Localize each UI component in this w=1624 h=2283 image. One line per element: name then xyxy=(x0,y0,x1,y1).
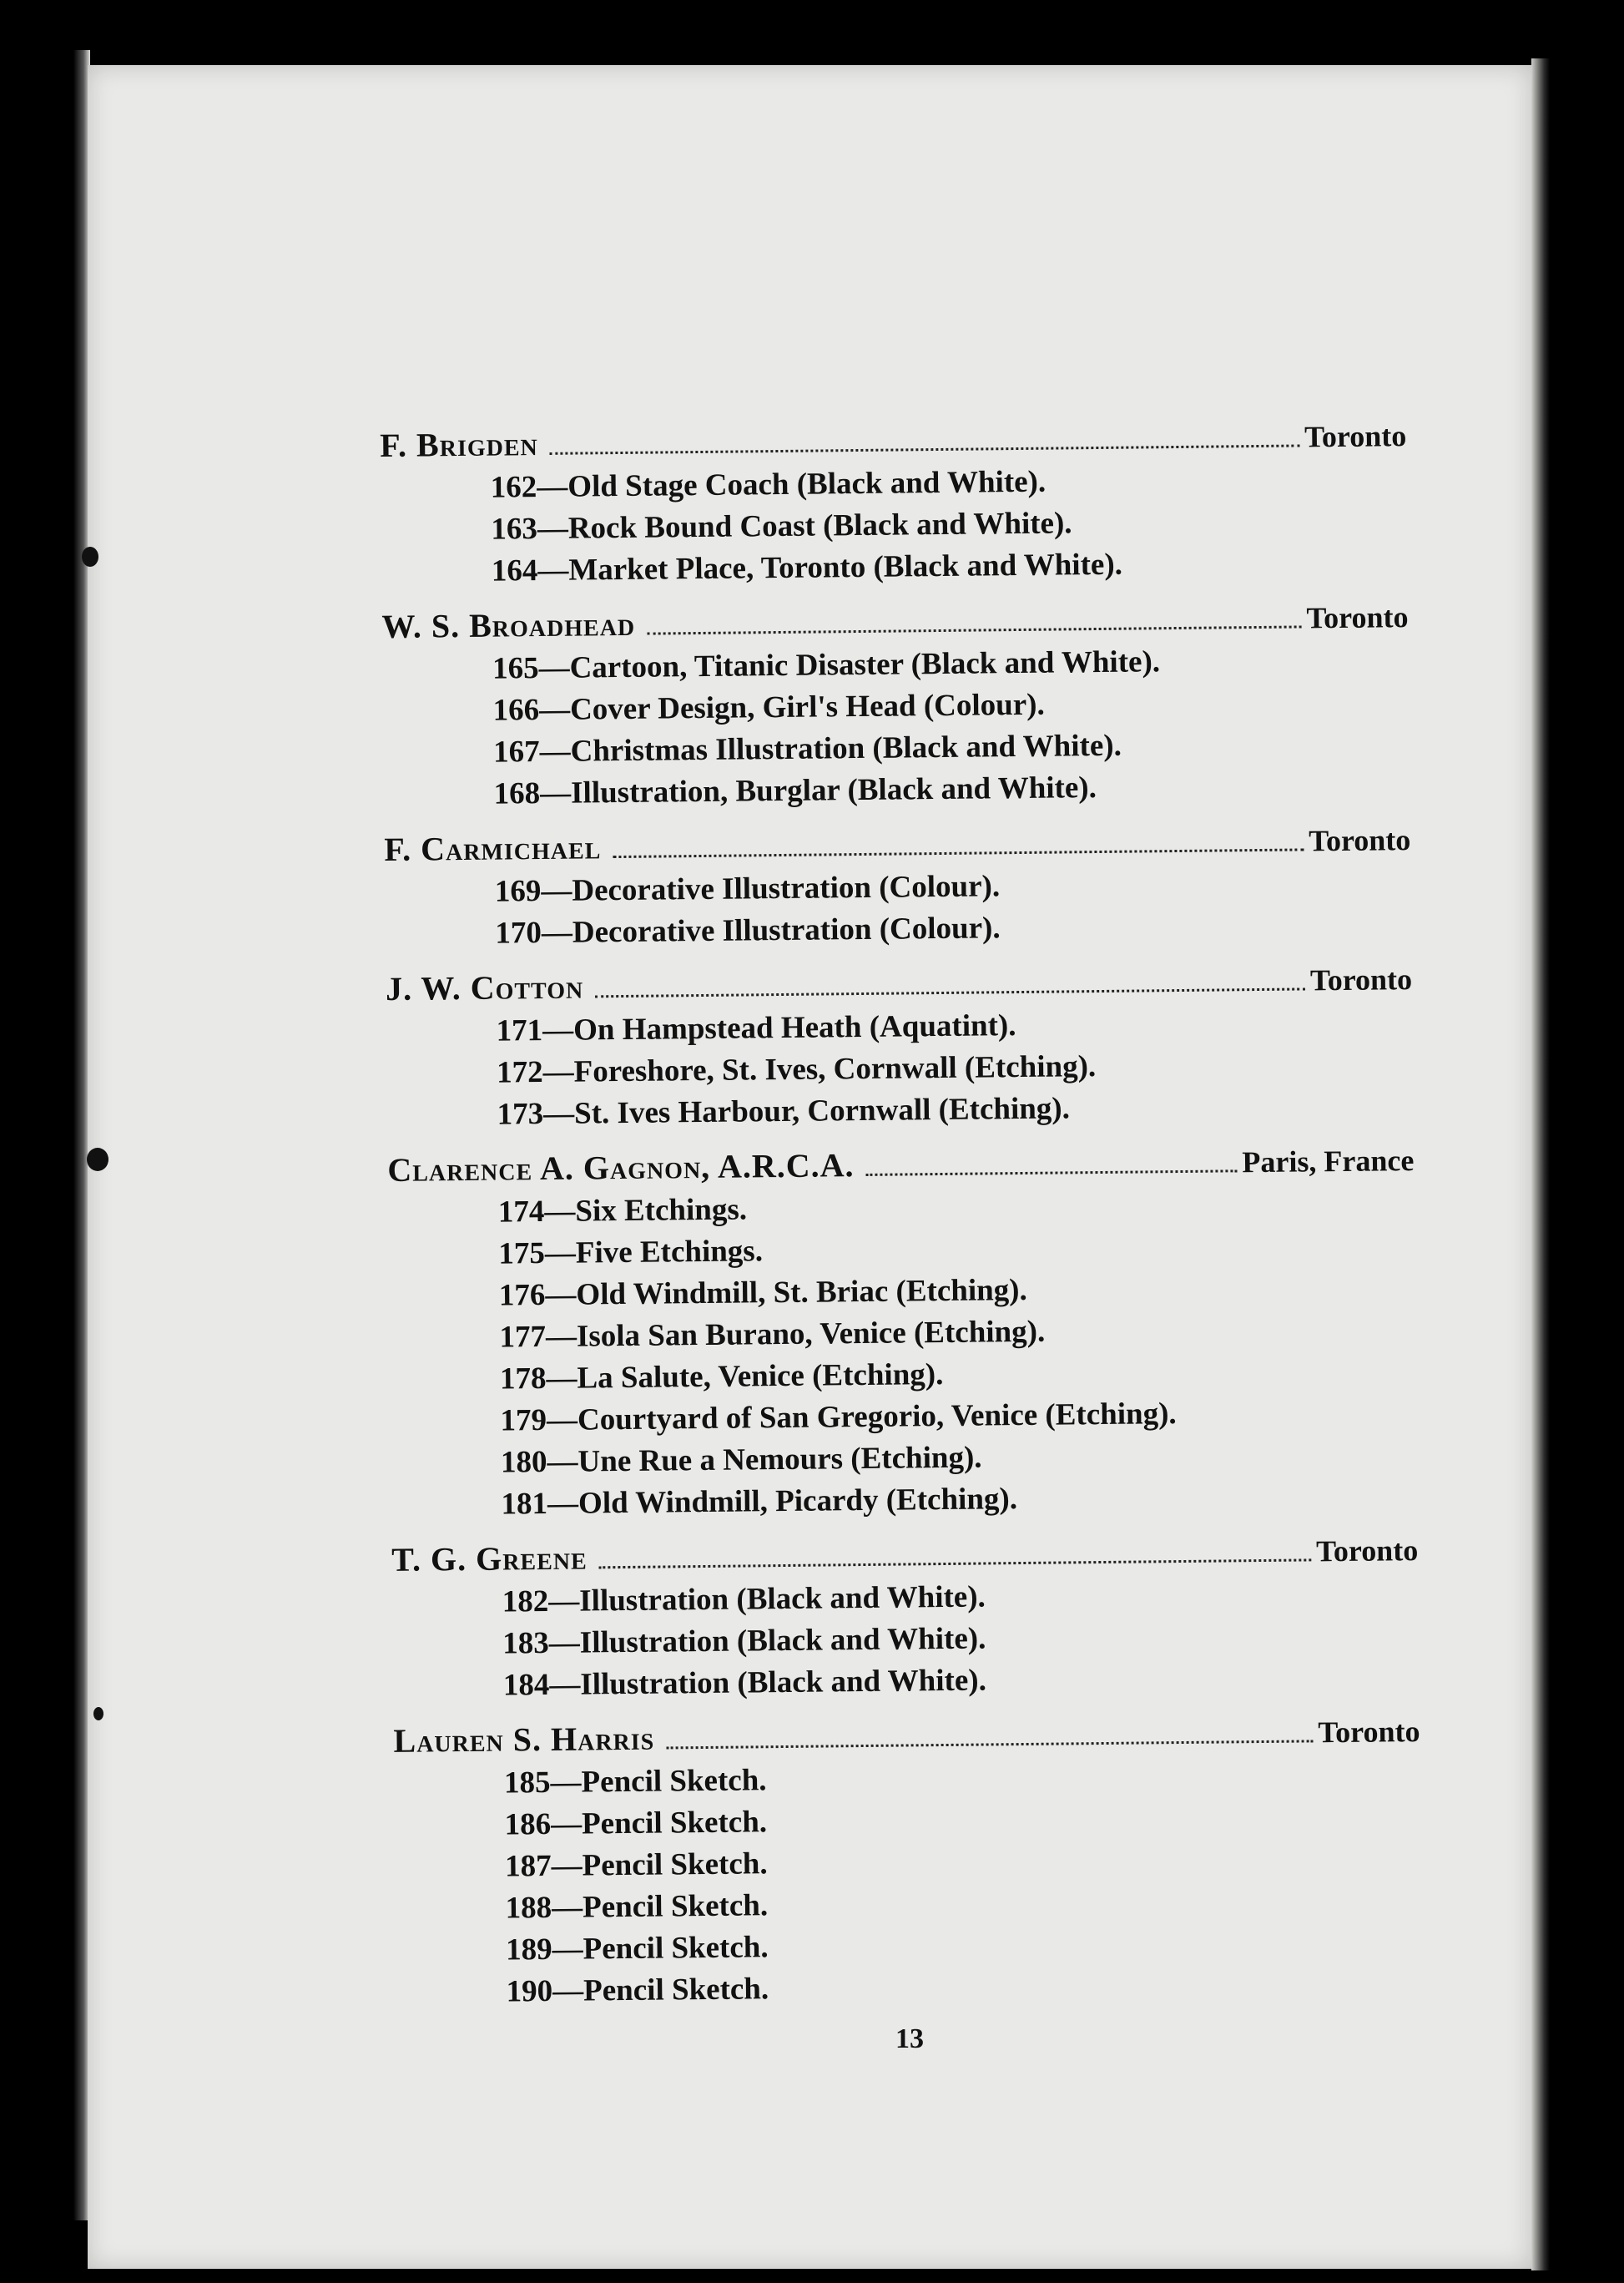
work-item: 167—Christmas Illustration (Black and White). xyxy=(492,728,1122,770)
works-list xyxy=(392,1572,1420,1708)
work-item: 163—Rock Bound Coast (Black and White). xyxy=(491,506,1072,547)
work-item: 185—Pencil Sketch. xyxy=(503,1763,767,1801)
binding-hole-3 xyxy=(93,1707,103,1720)
works-list xyxy=(388,1182,1418,1527)
dot-leader xyxy=(595,987,1305,998)
work-item: 166—Cover Design, Girl's Head (Colour). xyxy=(492,687,1045,728)
dot-leader xyxy=(599,1558,1312,1568)
work-item: 181—Old Windmill, Picardy (Etching). xyxy=(501,1482,1018,1522)
dot-leader xyxy=(613,848,1304,858)
work-item: 168—Illustration, Burglar (Black and White). xyxy=(493,770,1097,811)
work-item: 174—Six Etchings. xyxy=(497,1192,748,1230)
work-item: 164—Market Place, Toronto (Black and White). xyxy=(491,547,1123,588)
artist-name: W. S. Broadhead xyxy=(381,604,636,645)
artist-city: Toronto xyxy=(1304,419,1407,454)
work-item: 175—Five Etchings. xyxy=(498,1234,764,1271)
artist-entry xyxy=(393,1709,1423,2014)
work-item: 182—Illustration (Black and White). xyxy=(502,1579,986,1619)
artist-entry xyxy=(386,957,1414,1137)
artist-entry xyxy=(391,1528,1420,1708)
work-item: 190—Pencil Sketch. xyxy=(506,1972,769,2009)
work-item: 172—Foreshore, St. Ives, Cornwall (Etching). xyxy=(496,1049,1097,1090)
artist-entry xyxy=(387,1138,1418,1527)
works-list xyxy=(382,639,1410,816)
artist-name: Clarence A. Gagnon, A.R.C.A. xyxy=(387,1146,855,1189)
work-item: 187—Pencil Sketch. xyxy=(504,1846,768,1884)
works-list xyxy=(386,1001,1414,1137)
artist-city: Paris, France xyxy=(1242,1144,1415,1179)
work-item: 176—Old Windmill, St. Briac (Etching). xyxy=(498,1272,1027,1313)
dot-leader xyxy=(550,444,1299,454)
artist-city: Toronto xyxy=(1315,1533,1419,1568)
work-item: 169—Decorative Illustration (Colour). xyxy=(494,869,1001,909)
artist-list xyxy=(380,413,1423,2014)
work-item: 162—Old Stage Coach (Black and White). xyxy=(490,464,1047,505)
work-item: 189—Pencil Sketch. xyxy=(505,1930,769,1967)
artist-city: Toronto xyxy=(1318,1715,1420,1750)
artist-name: Lauren S. Harris xyxy=(393,1719,655,1760)
dot-leader xyxy=(647,625,1301,634)
work-item: 183—Illustration (Black and White). xyxy=(502,1621,986,1661)
work-item: 177—Isola San Burano, Venice (Etching). xyxy=(499,1314,1046,1355)
work-item: 165—Cartoon, Titanic Disaster (Black and White). xyxy=(492,644,1161,686)
artist-city: Toronto xyxy=(1306,600,1409,635)
artist-city: Toronto xyxy=(1309,823,1411,858)
page-right-edge xyxy=(1531,58,1550,2270)
artist-city: Toronto xyxy=(1309,962,1413,998)
artist-entry xyxy=(380,413,1408,593)
work-item: 179—Courtyard of San Gregorio, Venice (Etching). xyxy=(500,1397,1177,1438)
binding-hole-1 xyxy=(82,547,98,567)
artist-name: F. Carmichael xyxy=(384,828,602,868)
catalogue-page xyxy=(88,65,1531,2269)
work-item: 178—La Salute, Venice (Etching). xyxy=(499,1356,944,1397)
work-item: 180—Une Rue a Nemours (Etching). xyxy=(500,1440,982,1480)
artist-name: J. W. Cotton xyxy=(385,967,584,1008)
work-item: 170—Decorative Illustration (Colour). xyxy=(495,911,1001,951)
binding-hole-2 xyxy=(87,1148,108,1171)
dot-leader xyxy=(866,1169,1238,1176)
work-item: 171—On Hampstead Heath (Aquatint). xyxy=(496,1008,1016,1048)
work-item: 186—Pencil Sketch. xyxy=(504,1805,768,1842)
artist-entry xyxy=(381,594,1410,816)
works-list xyxy=(394,1753,1423,2014)
artist-entry xyxy=(384,817,1412,956)
artist-name: F. Brigden xyxy=(380,425,538,464)
work-item: 184—Illustration (Black and White). xyxy=(502,1663,987,1703)
works-list xyxy=(385,861,1412,956)
works-list xyxy=(381,457,1409,593)
work-item: 188—Pencil Sketch. xyxy=(505,1888,769,1926)
work-item: 173—St. Ives Harbour, Cornwall (Etching). xyxy=(497,1091,1071,1132)
page-number: 13 xyxy=(895,2023,924,2054)
artist-name: T. G. Greene xyxy=(391,1538,588,1578)
dot-leader xyxy=(666,1740,1313,1749)
